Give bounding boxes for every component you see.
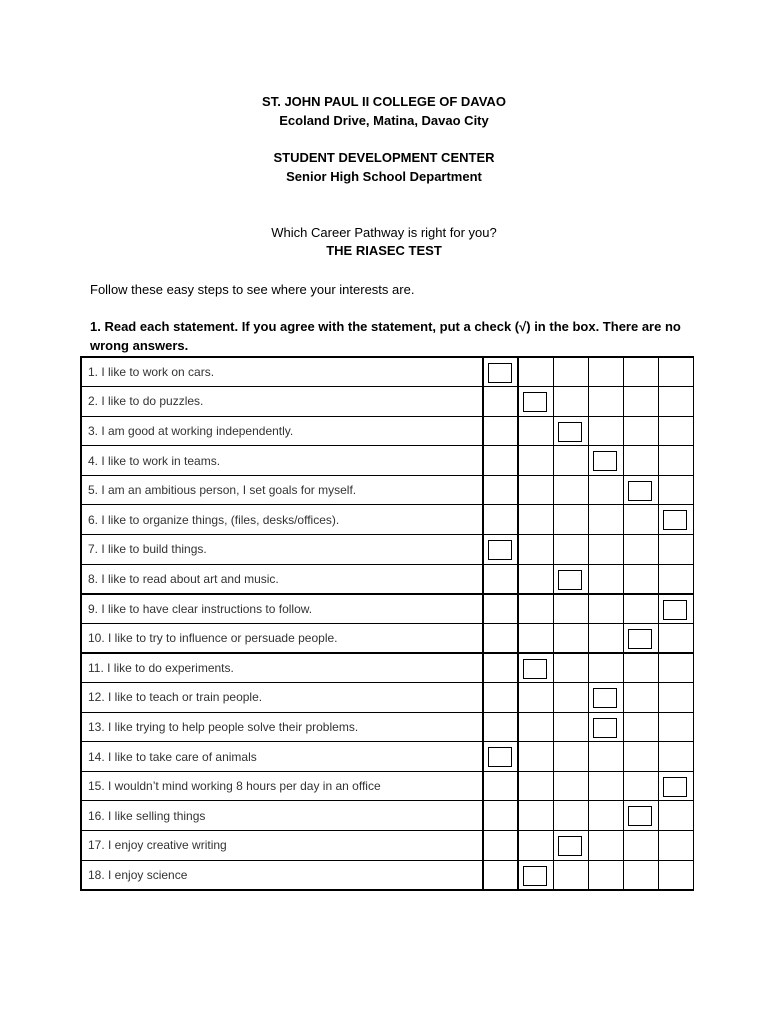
answer-cell (588, 594, 623, 624)
answer-cell (623, 416, 658, 446)
answer-cell (623, 801, 658, 831)
statement-row (81, 831, 693, 861)
answer-cell (588, 771, 623, 801)
answer-cell (658, 416, 693, 446)
statement-row (81, 653, 693, 683)
answer-cell (588, 653, 623, 683)
statement-text: 1. I like to work on cars. (81, 357, 483, 387)
checkbox[interactable] (593, 688, 617, 708)
answer-cell (658, 623, 693, 653)
statement-row (81, 564, 693, 594)
answer-cell (553, 446, 588, 476)
statement-text: 11. I like to do experiments. (81, 653, 483, 683)
answer-cell (518, 742, 553, 772)
answer-cell (588, 446, 623, 476)
answer-cell (658, 387, 693, 417)
answer-cell (483, 594, 518, 624)
answer-cell (483, 475, 518, 505)
test-title: THE RIASEC TEST (326, 243, 442, 258)
answer-cell (623, 771, 658, 801)
statement-text: 8. I like to read about art and music. (81, 564, 483, 594)
answer-cell (483, 623, 518, 653)
statement-text: 3. I am good at working independently. (81, 416, 483, 446)
checkbox[interactable] (523, 392, 547, 412)
answer-cell (623, 742, 658, 772)
answer-cell (588, 801, 623, 831)
answer-cell (588, 564, 623, 594)
answer-cell (553, 653, 588, 683)
answer-cell (483, 860, 518, 890)
answer-cell (518, 771, 553, 801)
answer-cell (518, 860, 553, 890)
statement-text: 12. I like to teach or train people. (81, 683, 483, 713)
answer-cell (623, 831, 658, 861)
answer-cell (623, 357, 658, 387)
checkbox[interactable] (663, 600, 687, 620)
answer-cell (553, 387, 588, 417)
answer-cell (588, 475, 623, 505)
statement-text: 6. I like to organize things, (files, desks/offices). (81, 505, 483, 535)
pathway-question: Which Career Pathway is right for you? (271, 225, 497, 240)
answer-cell (553, 535, 588, 565)
department-name: Senior High School Department (286, 169, 482, 184)
checkbox[interactable] (488, 363, 512, 383)
answer-cell (483, 683, 518, 713)
answer-cell (588, 416, 623, 446)
statement-row (81, 416, 693, 446)
checkbox[interactable] (593, 718, 617, 738)
answer-cell (518, 801, 553, 831)
answer-cell (658, 831, 693, 861)
answer-cell (658, 357, 693, 387)
answer-cell (518, 831, 553, 861)
statement-row (81, 623, 693, 653)
answer-cell (623, 623, 658, 653)
statement-row (81, 801, 693, 831)
answer-cell (553, 742, 588, 772)
answer-cell (518, 623, 553, 653)
answer-cell (658, 771, 693, 801)
statement-row (81, 594, 693, 624)
answer-cell (553, 594, 588, 624)
answer-cell (553, 801, 588, 831)
checkbox[interactable] (663, 777, 687, 797)
answer-cell (588, 505, 623, 535)
statement-text: 16. I like selling things (81, 801, 483, 831)
answer-cell (518, 505, 553, 535)
statement-text: 15. I wouldn’t mind working 8 hours per day in an office (81, 771, 483, 801)
statement-row (81, 446, 693, 476)
statement-text: 7. I like to build things. (81, 535, 483, 565)
answer-cell (623, 475, 658, 505)
statement-text: 9. I like to have clear instructions to follow. (81, 594, 483, 624)
answer-cell (518, 475, 553, 505)
answer-cell (483, 446, 518, 476)
answer-cell (518, 683, 553, 713)
statement-row (81, 387, 693, 417)
answer-cell (588, 387, 623, 417)
answer-cell (588, 831, 623, 861)
answer-cell (553, 505, 588, 535)
answer-cell (483, 653, 518, 683)
answer-cell (553, 357, 588, 387)
answer-cell (553, 623, 588, 653)
answer-cell (483, 712, 518, 742)
answer-cell (483, 357, 518, 387)
answer-cell (518, 357, 553, 387)
checkbox[interactable] (558, 570, 582, 590)
statement-row (81, 771, 693, 801)
answer-cell (623, 446, 658, 476)
answer-cell (553, 416, 588, 446)
statement-text: 10. I like to try to influence or persuade people. (81, 623, 483, 653)
answer-cell (658, 475, 693, 505)
answer-cell (483, 505, 518, 535)
statement-text: 14. I like to take care of animals (81, 742, 483, 772)
answer-cell (658, 564, 693, 594)
answer-cell (483, 564, 518, 594)
answer-cell (588, 357, 623, 387)
checkbox[interactable] (593, 451, 617, 471)
answer-cell (623, 535, 658, 565)
statement-row (81, 712, 693, 742)
school-name: ST. JOHN PAUL II COLLEGE OF DAVAO (262, 94, 506, 109)
answer-cell (658, 712, 693, 742)
answer-cell (658, 505, 693, 535)
answer-cell (553, 683, 588, 713)
answer-cell (623, 860, 658, 890)
answer-cell (518, 416, 553, 446)
answer-cell (518, 446, 553, 476)
answer-cell (623, 712, 658, 742)
answer-cell (553, 712, 588, 742)
answer-cell (658, 446, 693, 476)
answer-cell (658, 594, 693, 624)
checkbox[interactable] (628, 806, 652, 826)
answer-cell (588, 683, 623, 713)
checkbox[interactable] (523, 866, 547, 886)
answer-cell (623, 653, 658, 683)
answer-cell (588, 535, 623, 565)
statement-row (81, 535, 693, 565)
statement-text: 17. I enjoy creative writing (81, 831, 483, 861)
checkbox[interactable] (523, 659, 547, 679)
answer-cell (658, 860, 693, 890)
statement-row (81, 860, 693, 890)
answer-cell (483, 387, 518, 417)
answer-cell (658, 801, 693, 831)
statement-text: 5. I am an ambitious person, I set goals for myself. (81, 475, 483, 505)
answer-cell (553, 475, 588, 505)
statement-row (81, 505, 693, 535)
answer-cell (588, 860, 623, 890)
statement-row (81, 357, 693, 387)
statement-text: 13. I like trying to help people solve their problems. (81, 712, 483, 742)
answer-cell (553, 860, 588, 890)
answer-cell (518, 535, 553, 565)
answer-cell (483, 416, 518, 446)
answer-cell (518, 653, 553, 683)
answer-cell (518, 387, 553, 417)
answer-cell (483, 831, 518, 861)
answer-cell (588, 712, 623, 742)
answer-cell (623, 594, 658, 624)
checkbox[interactable] (628, 481, 652, 501)
checkbox[interactable] (558, 422, 582, 442)
statement-text: 18. I enjoy science (81, 860, 483, 890)
checkbox[interactable] (488, 747, 512, 767)
center-name: STUDENT DEVELOPMENT CENTER (273, 150, 495, 165)
statement-text: 2. I like to do puzzles. (81, 387, 483, 417)
answer-cell (658, 535, 693, 565)
answer-cell (518, 712, 553, 742)
statement-row (81, 683, 693, 713)
school-address: Ecoland Drive, Matina, Davao City (279, 113, 489, 128)
checkbox[interactable] (558, 836, 582, 856)
checkbox[interactable] (663, 510, 687, 530)
checkbox[interactable] (628, 629, 652, 649)
answer-cell (623, 683, 658, 713)
intro-text: Follow these easy steps to see where your interests are. (90, 282, 415, 297)
answer-cell (518, 564, 553, 594)
answer-cell (483, 535, 518, 565)
answer-cell (658, 742, 693, 772)
answer-cell (623, 505, 658, 535)
answer-cell (658, 683, 693, 713)
answer-cell (483, 742, 518, 772)
statement-text: 4. I like to work in teams. (81, 446, 483, 476)
answer-cell (623, 387, 658, 417)
answer-cell (588, 623, 623, 653)
answer-cell (518, 594, 553, 624)
answer-cell (553, 771, 588, 801)
answer-cell (483, 771, 518, 801)
answer-cell (658, 653, 693, 683)
riasec-table (80, 356, 694, 891)
answer-cell (553, 831, 588, 861)
answer-cell (483, 801, 518, 831)
statement-row (81, 475, 693, 505)
answer-cell (588, 742, 623, 772)
statement-row (81, 742, 693, 772)
answer-cell (623, 564, 658, 594)
answer-cell (553, 564, 588, 594)
checkbox[interactable] (488, 540, 512, 560)
instruction-text: 1. Read each statement. If you agree with the statement, put a check (√) in the box. There are no wrong answers. (90, 319, 681, 353)
